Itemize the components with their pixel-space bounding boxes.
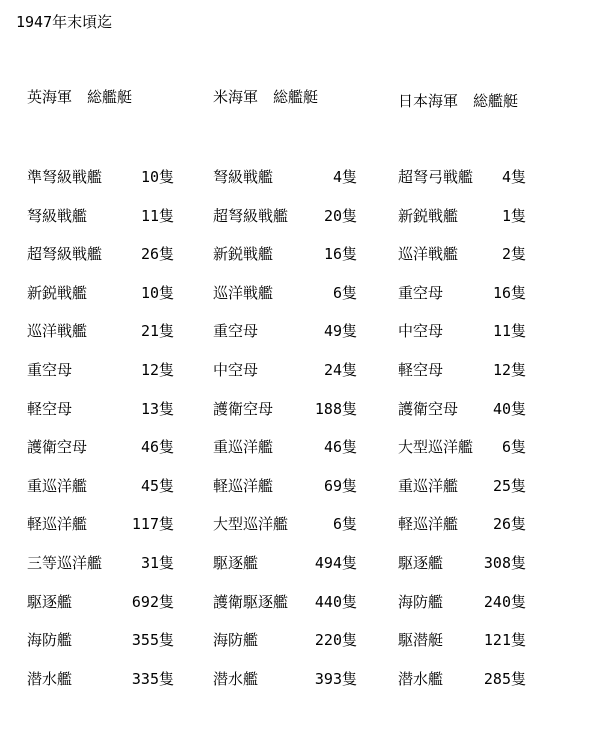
ship-count: 10隻	[140, 168, 174, 186]
ship-type: 重空母	[213, 322, 259, 341]
ship-count: 46隻	[323, 438, 357, 457]
ship-count: 440隻	[314, 592, 357, 611]
fleet-row	[398, 205, 578, 244]
fleet-row	[213, 205, 393, 244]
royal-navy-column	[27, 86, 207, 706]
fleet-row	[27, 243, 207, 282]
ship-type: 弩級戦艦	[213, 168, 274, 186]
fleet-row	[27, 475, 207, 514]
fleet-row	[27, 591, 207, 630]
fleet-row	[398, 320, 578, 359]
fleet-row	[213, 320, 393, 359]
fleet-row	[398, 398, 578, 437]
ship-type: 軽巡洋艦	[27, 515, 88, 534]
ship-type: 軽空母	[27, 399, 73, 418]
ship-count: 24隻	[323, 360, 357, 379]
fleet-row	[398, 668, 578, 707]
ship-type: 駆逐艦	[398, 553, 444, 572]
ship-count: 11隻	[140, 206, 174, 225]
ship-type: 弩級戦艦	[27, 206, 88, 225]
ship-type: 護衛空母	[27, 438, 88, 457]
fleet-row	[213, 513, 393, 552]
fleet-row	[213, 668, 393, 707]
ship-type: 重巡洋艦	[213, 438, 274, 457]
ship-count: 4隻	[332, 168, 357, 186]
ship-count: 1隻	[501, 206, 526, 225]
fleet-row	[27, 668, 207, 707]
fleet-row	[398, 591, 578, 630]
column-header: 英海軍 総艦艇	[27, 88, 133, 106]
fleet-row	[213, 398, 393, 437]
ship-type: 軽巡洋艦	[398, 515, 459, 534]
fleet-row	[398, 282, 578, 321]
ship-type: 軽巡洋艦	[213, 476, 274, 495]
ship-count: 26隻	[492, 515, 526, 534]
ship-type: 準弩級戦艦	[27, 168, 103, 186]
ship-type: 大型巡洋艦	[213, 515, 289, 534]
ship-type: 巡洋戦艦	[398, 245, 459, 264]
ship-count: 12隻	[492, 360, 526, 379]
ship-type: 潜水艦	[398, 669, 444, 688]
fleet-list	[398, 166, 578, 706]
fleet-row	[398, 552, 578, 591]
ship-type: 重空母	[398, 283, 444, 302]
us-navy-column	[213, 86, 393, 706]
ship-type: 超弩弓戦艦	[398, 168, 474, 186]
ship-count: 121隻	[483, 631, 526, 650]
ship-count: 45隻	[140, 476, 174, 495]
ship-count: 6隻	[501, 438, 526, 457]
ship-count: 12隻	[140, 360, 174, 379]
ship-type: 新鋭戦艦	[398, 206, 459, 225]
fleet-row	[213, 359, 393, 398]
fleet-row	[213, 166, 393, 205]
ship-count: 10隻	[140, 283, 174, 302]
ship-count: 6隻	[332, 515, 357, 534]
fleet-row	[27, 282, 207, 321]
ship-type: 三等巡洋艦	[27, 553, 103, 572]
page-title: 1947年末頃迄	[16, 13, 113, 31]
fleet-row	[27, 320, 207, 359]
ship-count: 25隻	[492, 476, 526, 495]
ship-type: 潜水艦	[213, 669, 259, 688]
column-header: 米海軍 総艦艇	[213, 88, 319, 106]
ship-type: 潜水艦	[27, 669, 73, 688]
fleet-row	[27, 205, 207, 244]
fleet-row	[27, 359, 207, 398]
ship-count: 31隻	[140, 553, 174, 572]
fleet-row	[213, 552, 393, 591]
ship-count: 26隻	[140, 245, 174, 264]
ship-type: 重巡洋艦	[398, 476, 459, 495]
fleet-row	[398, 629, 578, 668]
fleet-row	[27, 513, 207, 552]
fleet-list	[27, 166, 207, 706]
ship-type: 駆潜艇	[398, 631, 444, 650]
ship-count: 16隻	[492, 283, 526, 302]
ship-count: 4隻	[501, 168, 526, 186]
fleet-row	[398, 475, 578, 514]
fleet-row	[398, 243, 578, 282]
fleet-row	[213, 629, 393, 668]
ship-count: 494隻	[314, 553, 357, 572]
ship-type: 軽空母	[398, 360, 444, 379]
fleet-row	[398, 359, 578, 398]
ship-type: 新鋭戦艦	[27, 283, 88, 302]
ship-count: 13隻	[140, 399, 174, 418]
fleet-row	[213, 591, 393, 630]
ship-count: 11隻	[492, 322, 526, 341]
fleet-row	[27, 552, 207, 591]
fleet-row	[398, 166, 578, 205]
ship-type: 海防艦	[398, 592, 444, 611]
fleet-list	[213, 166, 393, 706]
ship-count: 49隻	[323, 322, 357, 341]
ship-type: 駆逐艦	[27, 592, 73, 611]
ship-count: 69隻	[323, 476, 357, 495]
ship-type: 巡洋戦艦	[213, 283, 274, 302]
fleet-row	[27, 629, 207, 668]
fleet-row	[213, 436, 393, 475]
ship-count: 692隻	[131, 592, 174, 611]
fleet-row	[27, 398, 207, 437]
ship-count: 240隻	[483, 592, 526, 611]
ship-count: 20隻	[323, 206, 357, 225]
ship-count: 335隻	[131, 669, 174, 688]
ship-count: 21隻	[140, 322, 174, 341]
ship-type: 中空母	[213, 360, 259, 379]
ship-type: 重空母	[27, 360, 73, 379]
ship-type: 護衛駆逐艦	[213, 592, 289, 611]
column-header: 日本海軍 総艦艇	[398, 92, 519, 110]
ship-type: 新鋭戦艦	[213, 245, 274, 264]
ship-type: 海防艦	[213, 631, 259, 650]
fleet-row	[213, 282, 393, 321]
fleet-row	[27, 436, 207, 475]
ship-count: 188隻	[314, 399, 357, 418]
ship-type: 海防艦	[27, 631, 73, 650]
ship-type: 超弩級戦艦	[27, 245, 103, 264]
ship-type: 中空母	[398, 322, 444, 341]
fleet-row	[398, 436, 578, 475]
ship-count: 285隻	[483, 669, 526, 688]
ship-type: 巡洋戦艦	[27, 322, 88, 341]
ship-type: 重巡洋艦	[27, 476, 88, 495]
ship-type: 護衛空母	[398, 399, 459, 418]
fleet-row	[398, 513, 578, 552]
ship-count: 220隻	[314, 631, 357, 650]
ship-count: 2隻	[501, 245, 526, 264]
fleet-row	[213, 243, 393, 282]
japanese-navy-column	[398, 90, 578, 706]
fleet-row	[213, 475, 393, 514]
ship-type: 護衛空母	[213, 399, 274, 418]
ship-count: 40隻	[492, 399, 526, 418]
ship-count: 6隻	[332, 283, 357, 302]
fleet-row	[27, 166, 207, 205]
ship-type: 大型巡洋艦	[398, 438, 474, 457]
ship-count: 46隻	[140, 438, 174, 457]
ship-count: 355隻	[131, 631, 174, 650]
ship-count: 308隻	[483, 553, 526, 572]
ship-count: 117隻	[131, 515, 174, 534]
ship-type: 駆逐艦	[213, 553, 259, 572]
ship-type: 超弩級戦艦	[213, 206, 289, 225]
ship-count: 16隻	[323, 245, 357, 264]
ship-count: 393隻	[314, 669, 357, 688]
